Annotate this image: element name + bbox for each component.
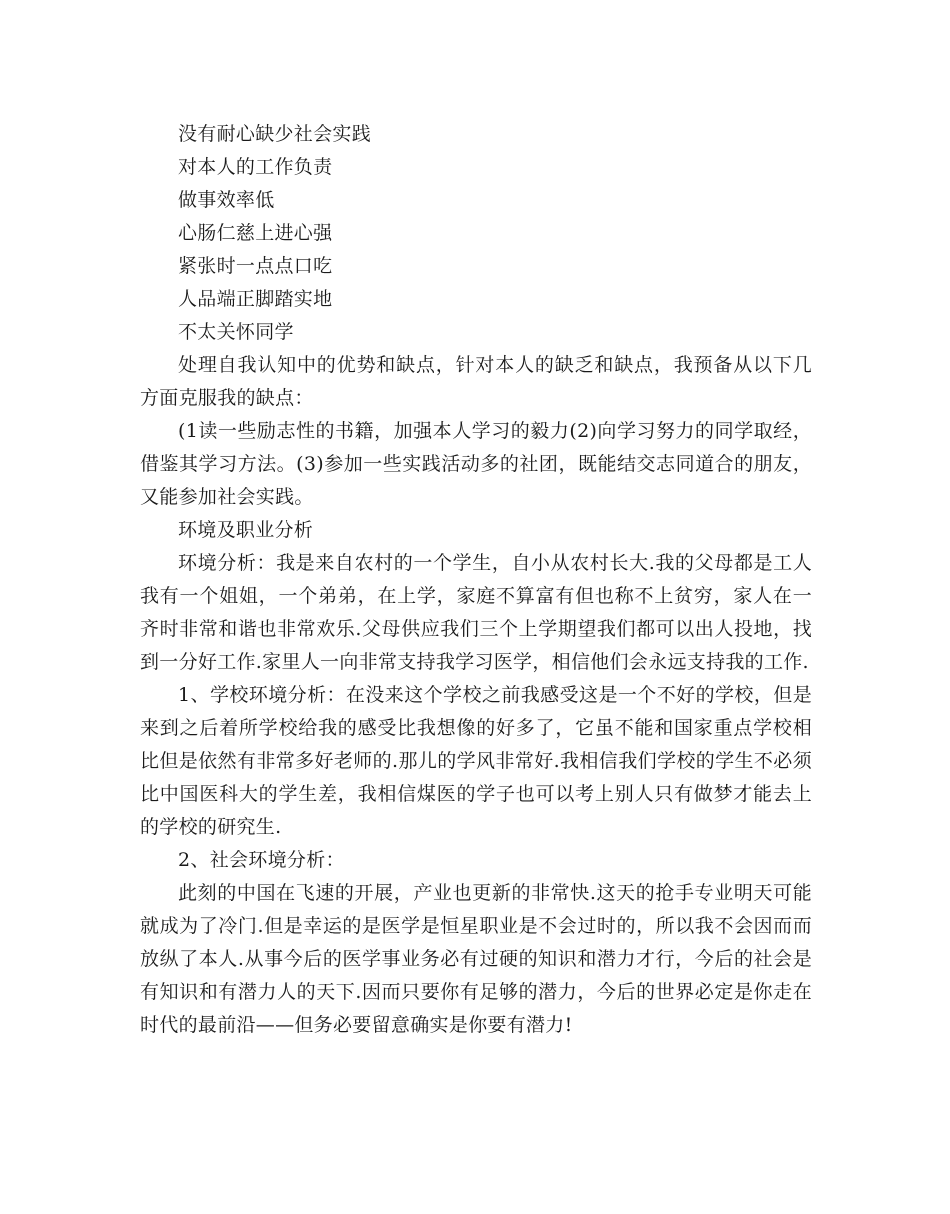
document-body bbox=[140, 118, 812, 1042]
paragraph-6: 人品端正脚踏实地 bbox=[178, 288, 333, 310]
section-heading-environment: 环境及职业分析 bbox=[178, 519, 314, 541]
paragraph-5: 紧张时一点点口吃 bbox=[178, 255, 333, 277]
paragraph-2: 对本人的工作负责 bbox=[178, 156, 333, 178]
paragraph-1: 没有耐心缺少社会实践 bbox=[178, 123, 372, 145]
paragraph-environment-analysis: 环境分析：我是来自农村的一个学生，自小从农村长大.我的父母都是工人我有一个姐姐，一个弟弟，在上学，家庭不算富有但也称不上贫穷，家人在一齐时非常和谐也非常欢乐.父母供应我们三个上学期望我们都可以出人投地，找到一分好工作.家里人一向非常支持我学习医学，相信他们会永远支持我的工作. bbox=[140, 552, 812, 673]
paragraph-social-environment: 此刻的中国在飞速的开展，产业也更新的非常快.这天的抢手专业明天可能就成为了冷门.但是幸运的是医学是恒星职业是不会过时的，所以我不会因而而放纵了本人.从事今后的医学事业务必有过硬的知识和潜力才行，今后的社会是有知识和有潜力人的天下.因而只要你有足够的潜力，今后的世界必定是你走在时代的最前沿——但务必要留意确实是你要有潜力! bbox=[140, 882, 812, 1036]
paragraph-school-environment: 1、学校环境分析：在没来这个学校之前我感受这是一个不好的学校，但是来到之后着所学校给我的感受比我想像的好多了，它虽不能和国家重点学校相比但是依然有非常多好老师的.那儿的学风非常好.我相信我们学校的学生不必须比中国医科大的学生差，我相信煤医的学子也可以考上别人只有做梦才能去上的学校的研究生. bbox=[140, 684, 812, 838]
paragraph-4: 心肠仁慈上进心强 bbox=[178, 222, 333, 244]
paragraph-7: 不太关怀同学 bbox=[178, 321, 294, 343]
paragraph-3: 做事效率低 bbox=[178, 189, 275, 211]
paragraph-8: 处理自我认知中的优势和缺点，针对本人的缺乏和缺点，我预备从以下几方面克服我的缺点： bbox=[140, 354, 812, 409]
paragraph-9: (1读一些励志性的书籍，加强本人学习的毅力(2)向学习努力的同学取经，借鉴其学习方法。(3)参加一些实践活动多的社团，既能结交志同道合的朋友，又能参加社会实践。 bbox=[140, 420, 812, 508]
section-heading-social-environment: 2、社会环境分析： bbox=[178, 849, 345, 871]
